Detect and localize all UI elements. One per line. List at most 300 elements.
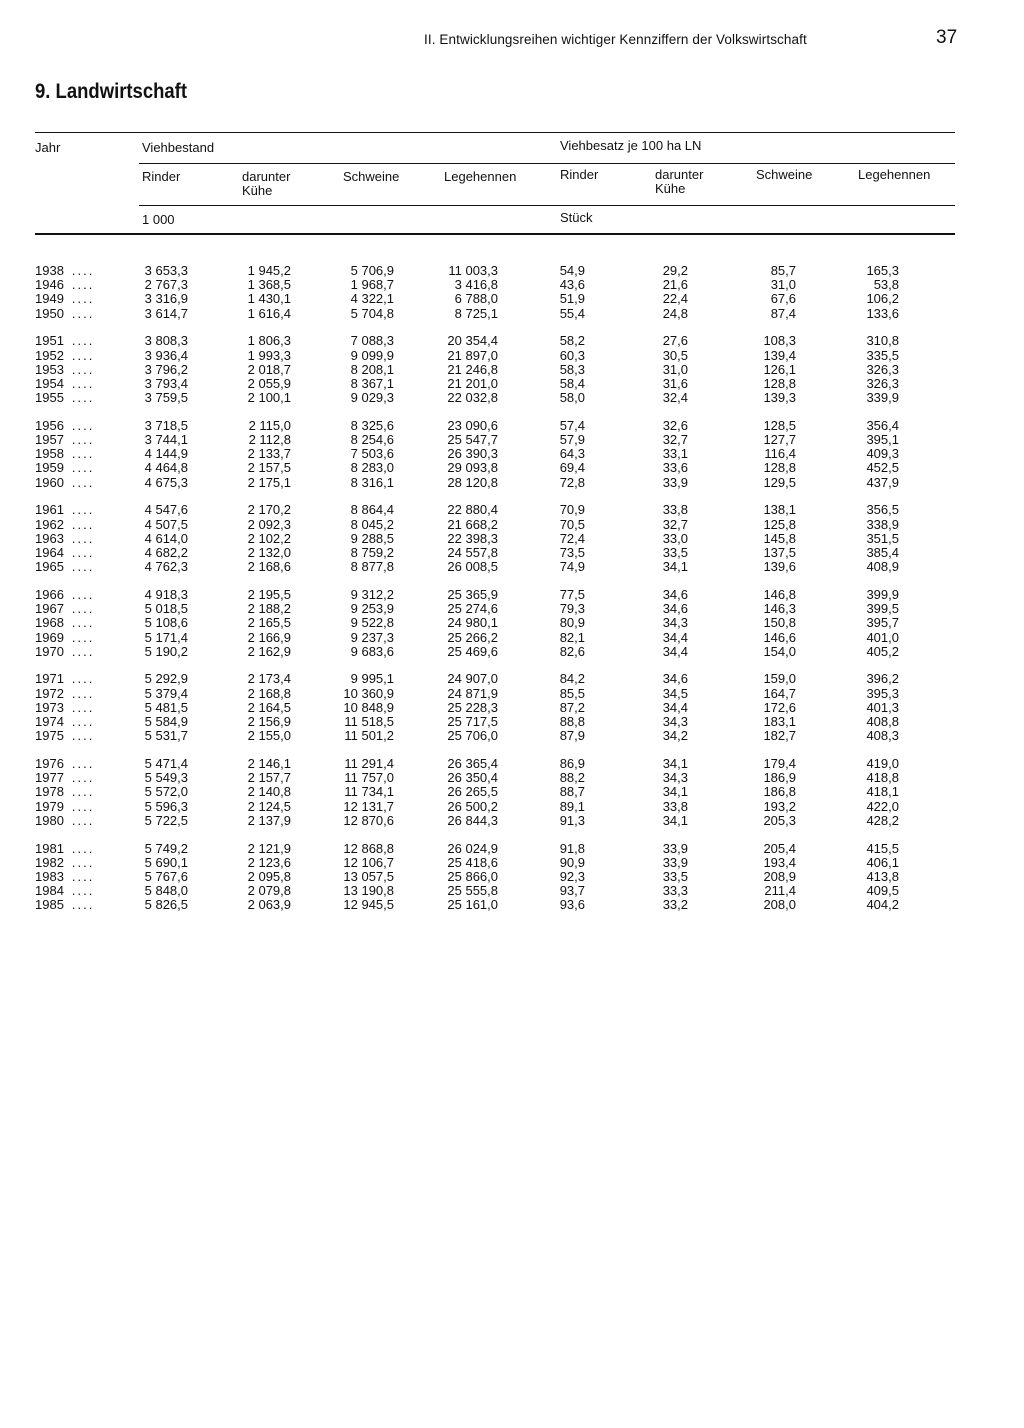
cell-legehennen-bestand: 29 093,8 — [447, 460, 498, 476]
cell-kuehe-bestand: 1 945,2 — [247, 263, 291, 278]
table-row — [0, 645, 1024, 659]
cell-schweine-besatz: 128,8 — [763, 460, 796, 476]
table-row — [0, 898, 1024, 912]
cell-year — [35, 532, 105, 546]
leader-dots: .... — [71, 333, 95, 349]
cell-year — [35, 433, 105, 447]
cell-rinder-besatz: 72,8 — [559, 474, 585, 490]
cell-legehennen-besatz: 356,4 — [866, 417, 899, 433]
cell-kuehe-bestand: 2 173,4 — [247, 671, 291, 687]
cell-rinder-besatz: 43,6 — [559, 277, 585, 293]
cell-schweine-bestand: 13 190,8 — [343, 883, 394, 899]
year-label: 1963 — [35, 530, 64, 546]
cell-schweine-besatz: 85,7 — [770, 263, 796, 278]
cell-legehennen-besatz: 418,8 — [866, 770, 899, 786]
cell-rinder-besatz: 82,1 — [559, 629, 585, 645]
cell-rinder-bestand: 4 144,9 — [144, 446, 188, 462]
cell-year — [35, 729, 105, 743]
cell-schweine-bestand: 10 360,9 — [343, 685, 394, 701]
cell-schweine-besatz: 205,4 — [763, 840, 796, 856]
cell-legehennen-bestand: 24 907,0 — [447, 671, 498, 687]
cell-legehennen-bestand: 22 880,4 — [447, 502, 498, 518]
cell-legehennen-besatz: 53,8 — [873, 277, 899, 293]
cell-kuehe-besatz: 33,3 — [662, 883, 688, 899]
cell-legehennen-bestand: 25 274,6 — [447, 601, 498, 617]
year-label: 1976 — [35, 756, 64, 771]
leader-dots: .... — [71, 375, 95, 391]
year-label: 1960 — [35, 474, 64, 490]
cell-schweine-besatz: 87,4 — [770, 305, 796, 321]
cell-rinder-besatz: 73,5 — [559, 544, 585, 560]
table-row — [0, 701, 1024, 715]
unit-rule — [139, 205, 955, 206]
cell-legehennen-bestand: 24 557,8 — [447, 544, 498, 560]
cell-rinder-bestand: 5 190,2 — [144, 643, 188, 659]
cell-kuehe-besatz: 34,4 — [662, 643, 688, 659]
cell-kuehe-besatz: 31,0 — [662, 361, 688, 377]
cell-legehennen-besatz: 339,9 — [866, 390, 899, 406]
table-row — [0, 292, 1024, 306]
table-row — [0, 363, 1024, 377]
cell-year — [35, 631, 105, 645]
cell-rinder-besatz: 51,9 — [559, 291, 585, 307]
cell-schweine-besatz: 164,7 — [763, 685, 796, 701]
cell-kuehe-besatz: 31,6 — [662, 375, 688, 391]
cell-kuehe-besatz: 33,1 — [662, 446, 688, 462]
cell-legehennen-bestand: 24 980,1 — [447, 615, 498, 631]
col-darunter-besatz: darunter — [655, 167, 704, 182]
leader-dots: .... — [71, 854, 95, 870]
cell-kuehe-besatz: 34,6 — [662, 586, 688, 602]
year-label: 1981 — [35, 840, 64, 856]
row-group — [0, 264, 1024, 321]
year-label: 1959 — [35, 460, 64, 476]
leader-dots: .... — [71, 714, 95, 730]
cell-rinder-bestand: 5 471,4 — [144, 756, 188, 771]
cell-legehennen-besatz: 399,9 — [866, 586, 899, 602]
cell-rinder-bestand: 5 572,0 — [144, 784, 188, 800]
page-number: 37 — [936, 27, 958, 48]
cell-schweine-bestand: 11 501,2 — [344, 728, 394, 744]
col-kuehe-bestand: Kühe — [242, 183, 273, 198]
cell-rinder-besatz: 88,2 — [559, 770, 585, 786]
cell-kuehe-besatz: 30,5 — [662, 347, 688, 363]
cell-year — [35, 546, 105, 560]
cell-kuehe-bestand: 2 146,1 — [247, 756, 291, 771]
cell-schweine-bestand: 5 706,9 — [350, 263, 394, 278]
cell-legehennen-besatz: 310,8 — [866, 333, 899, 349]
table-row — [0, 377, 1024, 391]
cell-legehennen-besatz: 408,8 — [866, 714, 899, 730]
cell-legehennen-bestand: 24 871,9 — [447, 685, 498, 701]
leader-dots: .... — [71, 770, 95, 786]
cell-schweine-bestand: 8 316,1 — [350, 474, 394, 490]
table-row — [0, 391, 1024, 405]
cell-rinder-bestand: 3 793,4 — [144, 375, 188, 391]
table-row — [0, 503, 1024, 517]
cell-kuehe-besatz: 34,1 — [662, 784, 688, 800]
leader-dots: .... — [71, 291, 95, 307]
cell-kuehe-besatz: 32,7 — [662, 516, 688, 532]
cell-kuehe-besatz: 34,3 — [662, 714, 688, 730]
cell-rinder-besatz: 80,9 — [559, 615, 585, 631]
cell-legehennen-besatz: 399,5 — [866, 601, 899, 617]
cell-legehennen-bestand: 26 008,5 — [447, 559, 498, 575]
year-label: 1980 — [35, 812, 64, 828]
cell-schweine-bestand: 7 503,6 — [350, 446, 394, 462]
cell-legehennen-besatz: 356,5 — [866, 502, 899, 518]
cell-schweine-besatz: 126,1 — [763, 361, 796, 377]
cell-kuehe-besatz: 34,1 — [662, 559, 688, 575]
cell-schweine-bestand: 9 683,6 — [350, 643, 394, 659]
cell-year — [35, 757, 105, 771]
cell-year — [35, 715, 105, 729]
table-row — [0, 419, 1024, 433]
header-bottom-rule — [35, 233, 955, 235]
cell-rinder-besatz: 58,4 — [559, 375, 585, 391]
cell-schweine-bestand: 9 099,9 — [350, 347, 394, 363]
cell-kuehe-bestand: 2 165,5 — [247, 615, 291, 631]
cell-year — [35, 616, 105, 630]
leader-dots: .... — [71, 559, 95, 575]
cell-legehennen-besatz: 404,2 — [866, 897, 899, 913]
cell-schweine-bestand: 8 864,4 — [350, 502, 394, 518]
cell-rinder-bestand: 3 744,1 — [144, 432, 188, 448]
cell-kuehe-besatz: 33,6 — [662, 460, 688, 476]
cell-kuehe-bestand: 2 168,6 — [247, 559, 291, 575]
cell-legehennen-besatz: 405,2 — [866, 643, 899, 659]
cell-schweine-besatz: 182,7 — [763, 728, 796, 744]
cell-schweine-bestand: 11 757,0 — [344, 770, 394, 786]
cell-legehennen-besatz: 408,3 — [866, 728, 899, 744]
cell-legehennen-besatz: 335,5 — [866, 347, 899, 363]
cell-legehennen-bestand: 26 350,4 — [447, 770, 498, 786]
cell-legehennen-besatz: 428,2 — [866, 812, 899, 828]
cell-year — [35, 292, 105, 306]
leader-dots: .... — [71, 277, 95, 293]
year-label: 1952 — [35, 347, 64, 363]
cell-schweine-bestand: 9 288,5 — [350, 530, 394, 546]
cell-rinder-bestand: 5 848,0 — [144, 883, 188, 899]
cell-schweine-besatz: 128,8 — [763, 375, 796, 391]
cell-year — [35, 503, 105, 517]
col-legehennen-besatz: Legehennen — [858, 167, 931, 182]
leader-dots: .... — [71, 516, 95, 532]
cell-kuehe-bestand: 2 115,0 — [248, 417, 291, 433]
cell-kuehe-bestand: 2 195,5 — [247, 586, 291, 602]
cell-legehennen-besatz: 401,0 — [866, 629, 899, 645]
cell-legehennen-besatz: 452,5 — [866, 460, 899, 476]
cell-schweine-besatz: 205,3 — [763, 812, 796, 828]
cell-rinder-besatz: 58,2 — [559, 333, 585, 349]
cell-rinder-besatz: 84,2 — [559, 671, 585, 687]
table-row — [0, 546, 1024, 560]
col-viehbestand: Viehbestand — [142, 140, 215, 155]
cell-year — [35, 602, 105, 616]
cell-kuehe-bestand: 1 368,5 — [247, 277, 291, 293]
cell-kuehe-besatz: 33,0 — [662, 530, 688, 546]
cell-legehennen-bestand: 25 555,8 — [447, 883, 498, 899]
cell-rinder-bestand: 3 936,4 — [144, 347, 188, 363]
cell-kuehe-besatz: 34,6 — [662, 671, 688, 687]
year-label: 1982 — [35, 854, 64, 870]
leader-dots: .... — [71, 390, 95, 406]
cell-legehennen-bestand: 20 354,4 — [447, 333, 498, 349]
cell-kuehe-bestand: 2 063,9 — [247, 897, 291, 913]
col-kuehe-besatz: Kühe — [655, 181, 686, 196]
col-rinder-bestand: Rinder — [142, 169, 181, 184]
cell-kuehe-bestand: 2 157,7 — [247, 770, 291, 786]
cell-legehennen-bestand: 21 246,8 — [447, 361, 498, 377]
cell-kuehe-bestand: 1 806,3 — [247, 333, 291, 349]
cell-schweine-bestand: 8 759,2 — [350, 544, 394, 560]
leader-dots: .... — [71, 685, 95, 701]
year-label: 1956 — [35, 417, 64, 433]
cell-rinder-bestand: 2 767,3 — [144, 277, 188, 293]
cell-legehennen-besatz: 165,3 — [866, 263, 899, 278]
cell-schweine-besatz: 145,8 — [763, 530, 796, 546]
cell-rinder-bestand: 4 614,0 — [144, 530, 188, 546]
page-title: 9. Landwirtschaft — [35, 80, 187, 103]
cell-schweine-bestand: 8 325,6 — [350, 417, 394, 433]
col-schweine-bestand: Schweine — [343, 169, 400, 184]
table-body — [0, 264, 1024, 926]
row-group — [0, 419, 1024, 490]
table-row — [0, 560, 1024, 574]
cell-year — [35, 884, 105, 898]
cell-legehennen-bestand: 26 365,4 — [447, 756, 498, 771]
col-darunter-bestand: darunter — [242, 169, 291, 184]
cell-year — [35, 814, 105, 828]
cell-legehennen-bestand: 25 418,6 — [447, 854, 498, 870]
cell-kuehe-bestand: 2 155,0 — [247, 728, 291, 744]
cell-rinder-besatz: 85,5 — [559, 685, 585, 701]
leader-dots: .... — [71, 643, 95, 659]
cell-year — [35, 363, 105, 377]
leader-dots: .... — [71, 615, 95, 631]
cell-kuehe-bestand: 1 430,1 — [247, 291, 291, 307]
leader-dots: .... — [71, 502, 95, 518]
cell-rinder-besatz: 88,8 — [559, 714, 585, 730]
cell-rinder-besatz: 87,9 — [559, 728, 585, 744]
cell-schweine-besatz: 208,0 — [763, 897, 796, 913]
leader-dots: .... — [71, 446, 95, 462]
cell-kuehe-bestand: 2 140,8 — [247, 784, 291, 800]
cell-kuehe-bestand: 2 079,8 — [247, 883, 291, 899]
row-group — [0, 334, 1024, 405]
cell-schweine-bestand: 8 877,8 — [350, 559, 394, 575]
year-label: 1938 — [35, 263, 64, 278]
cell-schweine-besatz: 139,6 — [763, 559, 796, 575]
cell-legehennen-besatz: 106,2 — [866, 291, 899, 307]
cell-year — [35, 560, 105, 574]
cell-year — [35, 687, 105, 701]
cell-kuehe-bestand: 2 162,9 — [247, 643, 291, 659]
cell-legehennen-besatz: 408,9 — [866, 559, 899, 575]
cell-kuehe-besatz: 32,7 — [662, 432, 688, 448]
cell-legehennen-besatz: 409,3 — [866, 446, 899, 462]
cell-schweine-besatz: 146,3 — [763, 601, 796, 617]
cell-kuehe-bestand: 2 137,9 — [247, 812, 291, 828]
cell-schweine-bestand: 8 367,1 — [350, 375, 394, 391]
cell-kuehe-besatz: 32,4 — [662, 390, 688, 406]
table-row — [0, 461, 1024, 475]
year-label: 1968 — [35, 615, 64, 631]
cell-legehennen-besatz: 406,1 — [866, 854, 899, 870]
year-label: 1984 — [35, 883, 64, 899]
cell-year — [35, 898, 105, 912]
cell-rinder-bestand: 5 379,4 — [144, 685, 188, 701]
cell-rinder-besatz: 57,9 — [559, 432, 585, 448]
cell-rinder-bestand: 5 767,6 — [144, 868, 188, 884]
cell-rinder-besatz: 57,4 — [559, 417, 585, 433]
year-label: 1978 — [35, 784, 64, 800]
cell-year — [35, 264, 105, 278]
cell-kuehe-besatz: 33,9 — [662, 474, 688, 490]
cell-legehennen-besatz: 415,5 — [866, 840, 899, 856]
cell-rinder-besatz: 55,4 — [559, 305, 585, 321]
cell-rinder-besatz: 70,5 — [559, 516, 585, 532]
cell-rinder-bestand: 4 507,5 — [144, 516, 188, 532]
cell-legehennen-bestand: 21 668,2 — [447, 516, 498, 532]
cell-kuehe-besatz: 27,6 — [662, 333, 688, 349]
cell-rinder-besatz: 86,9 — [559, 756, 585, 771]
cell-kuehe-bestand: 2 055,9 — [247, 375, 291, 391]
year-label: 1962 — [35, 516, 64, 532]
year-label: 1958 — [35, 446, 64, 462]
cell-schweine-besatz: 128,5 — [763, 417, 796, 433]
cell-year — [35, 461, 105, 475]
cell-kuehe-besatz: 34,2 — [662, 728, 688, 744]
viehbestand-subrule — [139, 163, 955, 164]
cell-rinder-besatz: 70,9 — [559, 502, 585, 518]
cell-year — [35, 800, 105, 814]
col-legehennen-bestand: Legehennen — [444, 169, 517, 184]
year-label: 1972 — [35, 685, 64, 701]
cell-legehennen-besatz: 351,5 — [866, 530, 899, 546]
leader-dots: .... — [71, 544, 95, 560]
cell-kuehe-bestand: 2 100,1 — [247, 390, 291, 406]
leader-dots: .... — [71, 699, 95, 715]
cell-legehennen-bestand: 25 706,0 — [447, 728, 498, 744]
year-label: 1985 — [35, 897, 64, 913]
cell-year — [35, 419, 105, 433]
cell-rinder-bestand: 5 749,2 — [144, 840, 188, 856]
cell-legehennen-bestand: 26 844,3 — [447, 812, 498, 828]
leader-dots: .... — [71, 305, 95, 321]
cell-kuehe-bestand: 2 170,2 — [247, 502, 291, 518]
cell-kuehe-besatz: 22,4 — [662, 291, 688, 307]
table-row — [0, 447, 1024, 461]
leader-dots: .... — [71, 883, 95, 899]
cell-year — [35, 377, 105, 391]
cell-schweine-besatz: 127,7 — [763, 432, 796, 448]
cell-schweine-bestand: 13 057,5 — [343, 868, 394, 884]
cell-rinder-bestand: 5 018,5 — [144, 601, 188, 617]
cell-rinder-bestand: 4 918,3 — [144, 586, 188, 602]
cell-schweine-besatz: 139,4 — [763, 347, 796, 363]
cell-schweine-bestand: 8 254,6 — [350, 432, 394, 448]
cell-schweine-bestand: 5 704,8 — [350, 305, 394, 321]
table-row — [0, 518, 1024, 532]
cell-legehennen-bestand: 26 024,9 — [447, 840, 498, 856]
cell-kuehe-besatz: 33,8 — [662, 502, 688, 518]
leader-dots: .... — [71, 784, 95, 800]
cell-kuehe-bestand: 2 092,3 — [247, 516, 291, 532]
cell-rinder-bestand: 5 108,6 — [144, 615, 188, 631]
cell-legehennen-besatz: 395,1 — [866, 432, 899, 448]
cell-kuehe-bestand: 2 188,2 — [247, 601, 291, 617]
cell-kuehe-bestand: 2 166,9 — [247, 629, 291, 645]
leader-dots: .... — [71, 586, 95, 602]
cell-schweine-besatz: 183,1 — [763, 714, 796, 730]
year-label: 1967 — [35, 601, 64, 617]
cell-kuehe-bestand: 1 993,3 — [247, 347, 291, 363]
table-row — [0, 433, 1024, 447]
year-label: 1964 — [35, 544, 64, 560]
cell-rinder-besatz: 60,3 — [559, 347, 585, 363]
table-row — [0, 757, 1024, 771]
leader-dots: .... — [71, 474, 95, 490]
table-row — [0, 588, 1024, 602]
unit-stueck: Stück — [560, 210, 593, 225]
unit-thousand: 1 000 — [142, 212, 175, 227]
col-rinder-besatz: Rinder — [560, 167, 599, 182]
cell-legehennen-bestand: 25 547,7 — [447, 432, 498, 448]
leader-dots: .... — [71, 728, 95, 744]
year-label: 1946 — [35, 277, 64, 293]
cell-kuehe-besatz: 34,6 — [662, 601, 688, 617]
cell-kuehe-bestand: 2 157,5 — [247, 460, 291, 476]
cell-schweine-besatz: 172,6 — [763, 699, 796, 715]
cell-kuehe-besatz: 33,8 — [662, 798, 688, 814]
cell-kuehe-besatz: 34,1 — [662, 756, 688, 771]
table-top-rule — [35, 132, 955, 133]
cell-schweine-besatz: 154,0 — [763, 643, 796, 659]
cell-kuehe-besatz: 29,2 — [662, 263, 688, 278]
cell-rinder-besatz: 92,3 — [559, 868, 585, 884]
cell-kuehe-besatz: 34,3 — [662, 615, 688, 631]
table-row — [0, 814, 1024, 828]
cell-year — [35, 701, 105, 715]
cell-legehennen-bestand: 25 228,3 — [447, 699, 498, 715]
table-row — [0, 800, 1024, 814]
cell-rinder-bestand: 5 481,5 — [144, 699, 188, 715]
cell-legehennen-besatz: 422,0 — [866, 798, 899, 814]
row-group — [0, 757, 1024, 828]
cell-kuehe-besatz: 21,6 — [662, 277, 688, 293]
cell-schweine-besatz: 67,6 — [770, 291, 796, 307]
cell-year — [35, 588, 105, 602]
leader-dots: .... — [71, 812, 95, 828]
cell-schweine-besatz: 193,2 — [763, 798, 796, 814]
cell-rinder-bestand: 3 759,5 — [144, 390, 188, 406]
cell-schweine-besatz: 138,1 — [763, 502, 796, 518]
leader-dots: .... — [71, 798, 95, 814]
cell-legehennen-bestand: 25 365,9 — [447, 586, 498, 602]
table-row — [0, 672, 1024, 686]
cell-schweine-bestand: 11 291,4 — [344, 756, 394, 771]
cell-legehennen-besatz: 133,6 — [866, 305, 899, 321]
cell-rinder-bestand: 4 464,8 — [144, 460, 188, 476]
cell-legehennen-bestand: 23 090,6 — [447, 417, 498, 433]
cell-year — [35, 349, 105, 363]
year-label: 1979 — [35, 798, 64, 814]
cell-legehennen-besatz: 326,3 — [866, 375, 899, 391]
cell-year — [35, 785, 105, 799]
cell-year — [35, 391, 105, 405]
cell-schweine-besatz: 186,9 — [763, 770, 796, 786]
